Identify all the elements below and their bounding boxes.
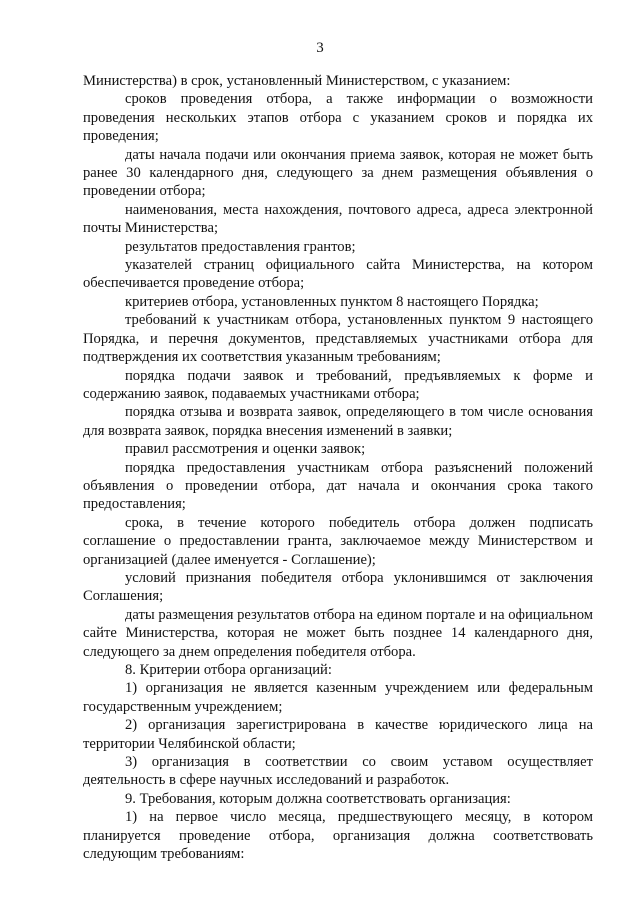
document-body xyxy=(83,72,593,863)
paragraph: указателей страниц официального сайта Министерства, на котором обеспечивается проведение отбора; xyxy=(83,257,593,292)
paragraph: даты размещения результатов отбора на едином портале и на официальном сайте Министерства, которая не может быть позднее 14 календарного дня, следующего за днем определения победителя отбора. xyxy=(83,606,593,660)
paragraph: правил рассмотрения и оценки заявок; xyxy=(125,441,366,458)
paragraph: 1) организация не является казенным учреждением или федеральным государственным учреждением; xyxy=(83,680,593,715)
paragraph: условий признания победителя отбора уклонившимся от заключения Соглашения; xyxy=(83,569,593,605)
paragraph: порядка подачи заявок и требований, предъявляемых к форме и содержанию заявок, подаваемых участниками отбора; xyxy=(83,367,593,402)
page-number: 3 xyxy=(316,40,324,56)
paragraph: срока, в течение которого победитель отбора должен подписать соглашение о предоставлении гранта, заключаемое между Министерством и организацией (далее именуется - Соглашение); xyxy=(83,514,593,568)
paragraph: порядка отзыва и возврата заявок, определяющего в том числе основания для возврата заявок, порядка внесения изменений в заявки; xyxy=(83,404,593,439)
paragraph: даты начала подачи или окончания приема заявок, которая не может быть ранее 30 календарного дня, следующего за днем размещения объявления о проведении отбора; xyxy=(83,146,593,200)
paragraph: 3) организация в соответствии со своим уставом осуществляет деятельность в сфере научных исследований и разработок. xyxy=(83,754,593,789)
paragraph: результатов предоставления грантов; xyxy=(125,238,356,255)
paragraph: порядка предоставления участникам отбора разъяснений положений объявления о проведении отбора, дат начала и окончания срока такого предоставления; xyxy=(83,459,593,513)
paragraph: требований к участникам отбора, установленных пунктом 9 настоящего Порядка, и перечня документов, представляемых участниками отбора для подтверждения их соответствия указанным требованиям; xyxy=(83,312,593,366)
paragraph: Министерства) в срок, установленный Министерством, с указанием: xyxy=(83,73,511,89)
paragraph: наименования, места нахождения, почтового адреса, адреса электронной почты Министерства; xyxy=(83,201,593,237)
paragraph: 9. Требования, которым должна соответствовать организация: xyxy=(125,790,511,807)
paragraph: 1) на первое число месяца, предшествующего месяцу, в котором планируется проведение отбора, организация должна соответствовать следующим требованиям: xyxy=(83,809,593,863)
paragraph: критериев отбора, установленных пунктом 8 настоящего Порядка; xyxy=(125,293,539,310)
paragraph: 2) организация зарегистрирована в качестве юридического лица на территории Челябинской области; xyxy=(83,717,593,752)
paragraph: 8. Критерии отбора организаций: xyxy=(125,662,332,678)
paragraph: сроков проведения отбора, а также информации о возможности проведения нескольких этапов отбора с указанием сроков и порядка их проведения; xyxy=(83,91,593,145)
